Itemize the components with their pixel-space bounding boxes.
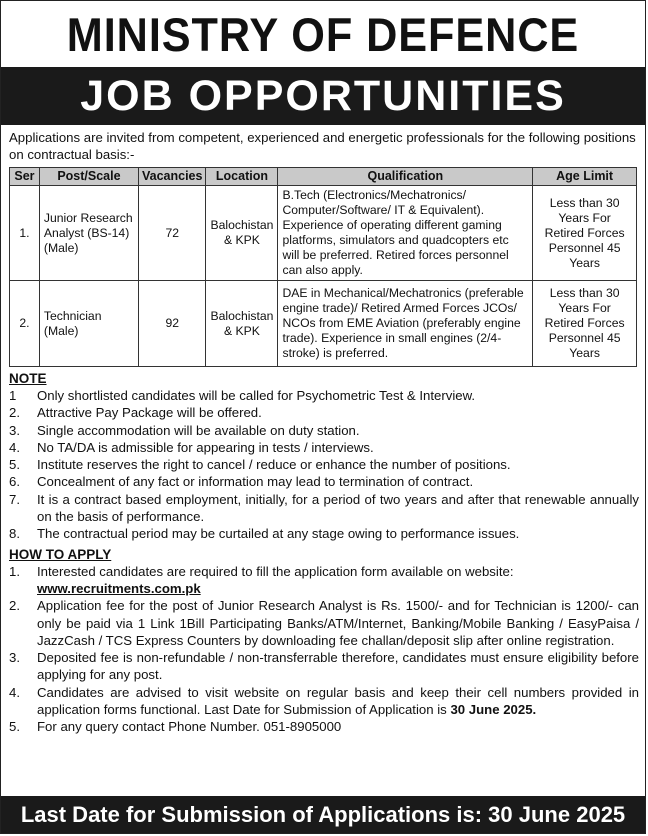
list-item <box>9 684 639 719</box>
note-text: Concealment of any fact or information may lead to termination of contract. <box>37 474 474 490</box>
cell-age-limit: Less than 30 Years For Retired Forces Personnel 45 Years <box>533 281 637 367</box>
how-to-apply-heading: HOW TO APPLY <box>9 546 112 562</box>
table-row <box>10 186 637 281</box>
apply-text: Deposited fee is non-refundable / non-transferrable therefore, candidates must ensure eligibility before applying for any post. <box>37 650 639 683</box>
apply-list <box>1 563 645 736</box>
last-date-footer: Last Date for Submission of Applications is: 30 June 2025 <box>1 796 645 833</box>
list-item <box>9 387 639 404</box>
apply-number: 4. <box>9 684 20 700</box>
note-number: 1 <box>9 388 17 403</box>
note-number: 6. <box>9 474 20 490</box>
note-number: 3. <box>9 422 20 438</box>
website-link[interactable]: www.recruitments.com.pk <box>37 580 201 596</box>
table-header-row <box>10 168 637 186</box>
apply-number: 1. <box>9 563 20 579</box>
list-item <box>9 473 639 490</box>
intro-text: Applications are invited from competent, experienced and energetic professionals for the following positions on contractual basis:- <box>9 130 636 162</box>
cell-post: Technician (Male) <box>39 281 138 367</box>
note-text: Attractive Pay Package will be offered. <box>37 405 262 421</box>
table-row <box>10 281 637 367</box>
note-text: Only shortlisted candidates will be called for Psychometric Test & Interview. <box>37 388 476 403</box>
cell-age-limit: Less than 30 Years For Retired Forces Personnel 45 Years <box>533 186 637 281</box>
note-number: 4. <box>9 439 20 455</box>
header-post: Post/Scale <box>39 168 138 186</box>
apply-text: Application fee for the post of Junior Research Analyst is Rs. 1500/- and for Technician is 1200/- can only be paid via 1 Link 1Bill Participating Banks/ATM/Internet, Banking/Mobile Banking / EasyPaisa / JazzCash / TCS Express Counters by downloading fee challan/deposit slip after online registration. <box>37 598 639 648</box>
cell-location: Balochistan & KPK <box>206 281 278 367</box>
jobs-table <box>9 167 637 367</box>
cell-qualification: B.Tech (Electronics/Mechatronics/ Computer/Software/ IT & Equivalent). Experience of operating different gaming platforms, simulators and quadcopters etc will be preferred. Retired forces personnel can also apply. <box>278 186 533 281</box>
cell-ser: 2. <box>10 281 40 367</box>
note-list <box>1 387 645 543</box>
list-item <box>9 439 639 456</box>
header-vacancies: Vacancies <box>138 168 205 186</box>
apply-number: 5. <box>9 719 20 735</box>
note-heading: NOTE <box>9 371 47 386</box>
apply-number: 3. <box>9 650 20 666</box>
list-item <box>9 525 639 542</box>
header-ser: Ser <box>10 168 40 186</box>
note-number: 8. <box>9 526 20 542</box>
note-text: No TA/DA is admissible for appearing in tests / interviews. <box>37 439 374 455</box>
list-item <box>9 563 639 598</box>
ministry-title: MINISTRY OF DEFENCE <box>66 7 580 61</box>
cell-location: Balochistan & KPK <box>206 186 278 281</box>
cell-ser: 1. <box>10 186 40 281</box>
note-text: Single accommodation will be available on duty station. <box>37 422 360 438</box>
cell-vacancies: 72 <box>138 186 205 281</box>
note-number: 7. <box>9 491 20 507</box>
cell-post: Junior Research Analyst (BS-14) (Male) <box>39 186 138 281</box>
list-item <box>9 456 639 473</box>
list-item <box>9 491 639 526</box>
note-text: It is a contract based employment, initially, for a period of two years and after that renewable annually on the basis of performance. <box>37 491 639 525</box>
last-date-inline: 30 June 2025. <box>450 702 537 718</box>
list-item <box>9 718 639 735</box>
header-location: Location <box>206 168 278 186</box>
list-item <box>9 597 639 649</box>
apply-text: For any query contact Phone Number. 051-8905000 <box>37 719 342 735</box>
apply-text: Candidates are advised to visit website on regular basis and keep their cell numbers provided in application forms functional. Last Date for Submission of Application is <box>37 684 639 718</box>
list-item <box>9 422 639 439</box>
cell-vacancies: 92 <box>138 281 205 367</box>
header-age-limit: Age Limit <box>533 168 637 186</box>
header-qualification: Qualification <box>278 168 533 186</box>
apply-text: Interested candidates are required to fill the application form available on website: <box>37 563 514 579</box>
apply-number: 2. <box>9 598 20 614</box>
note-text: The contractual period may be curtailed at any stage owing to performance issues. <box>37 526 520 542</box>
job-opportunities-banner: JOB OPPORTUNITIES <box>1 67 645 125</box>
note-text: Institute reserves the right to cancel / reduce or enhance the number of positions. <box>37 457 511 473</box>
note-number: 5. <box>9 457 20 473</box>
list-item <box>9 649 639 684</box>
list-item <box>9 404 639 421</box>
note-number: 2. <box>9 405 20 421</box>
cell-qualification: DAE in Mechanical/Mechatronics (preferable engine trade)/ Retired Armed Forces JCOs/ NCOs from EME Aviation (preferably engine trade). Experience in small engines (2/4-stroke) is preferred. <box>278 281 533 367</box>
